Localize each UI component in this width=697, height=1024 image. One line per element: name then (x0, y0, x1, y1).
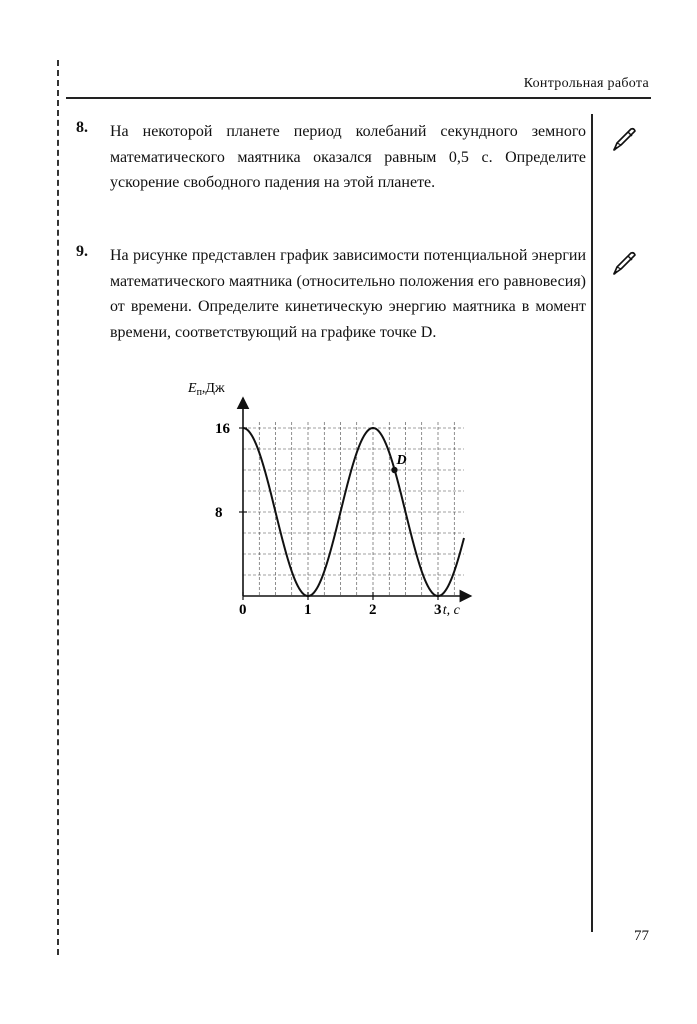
x-tick-label: 2 (369, 602, 377, 618)
point-d-label: D (396, 453, 407, 468)
task-9 (76, 243, 586, 345)
task-number: 9. (76, 243, 88, 260)
task-8 (76, 119, 586, 196)
y-tick-label: 8 (215, 505, 223, 521)
x-axis-label: t, с (442, 603, 460, 618)
y-axis-label: $E_п,Дж$ (188, 381, 225, 398)
header-title: Контрольная работа (523, 76, 649, 91)
grid (243, 422, 464, 596)
y-tick-label: 16 (215, 421, 230, 437)
pen-icon (608, 248, 638, 278)
task-text: На некоторой планете период колебаний секундного земного математического маятника оказался равным 0,5 с. Определите ускорение свободного падения на этой планете. (110, 123, 586, 191)
x-tick-label: 1 (304, 602, 312, 618)
page-number: 77 (634, 928, 649, 944)
pen-icon (608, 124, 638, 154)
cut-line (57, 60, 59, 955)
x-tick-label: 3 (434, 602, 442, 618)
task-text: На рисунке представлен график зависимости потенциальной энергии математического маятника (относительно положения его равновесия) от времени. Определите кинетическую энергию маятника в момент времени, соответствующий на графике точке D. (110, 247, 586, 341)
header-rule (66, 97, 651, 99)
margin-rule (591, 114, 593, 932)
task-number: 8. (76, 119, 88, 136)
x-tick-label: 0 (239, 602, 247, 618)
energy-chart (170, 378, 480, 628)
